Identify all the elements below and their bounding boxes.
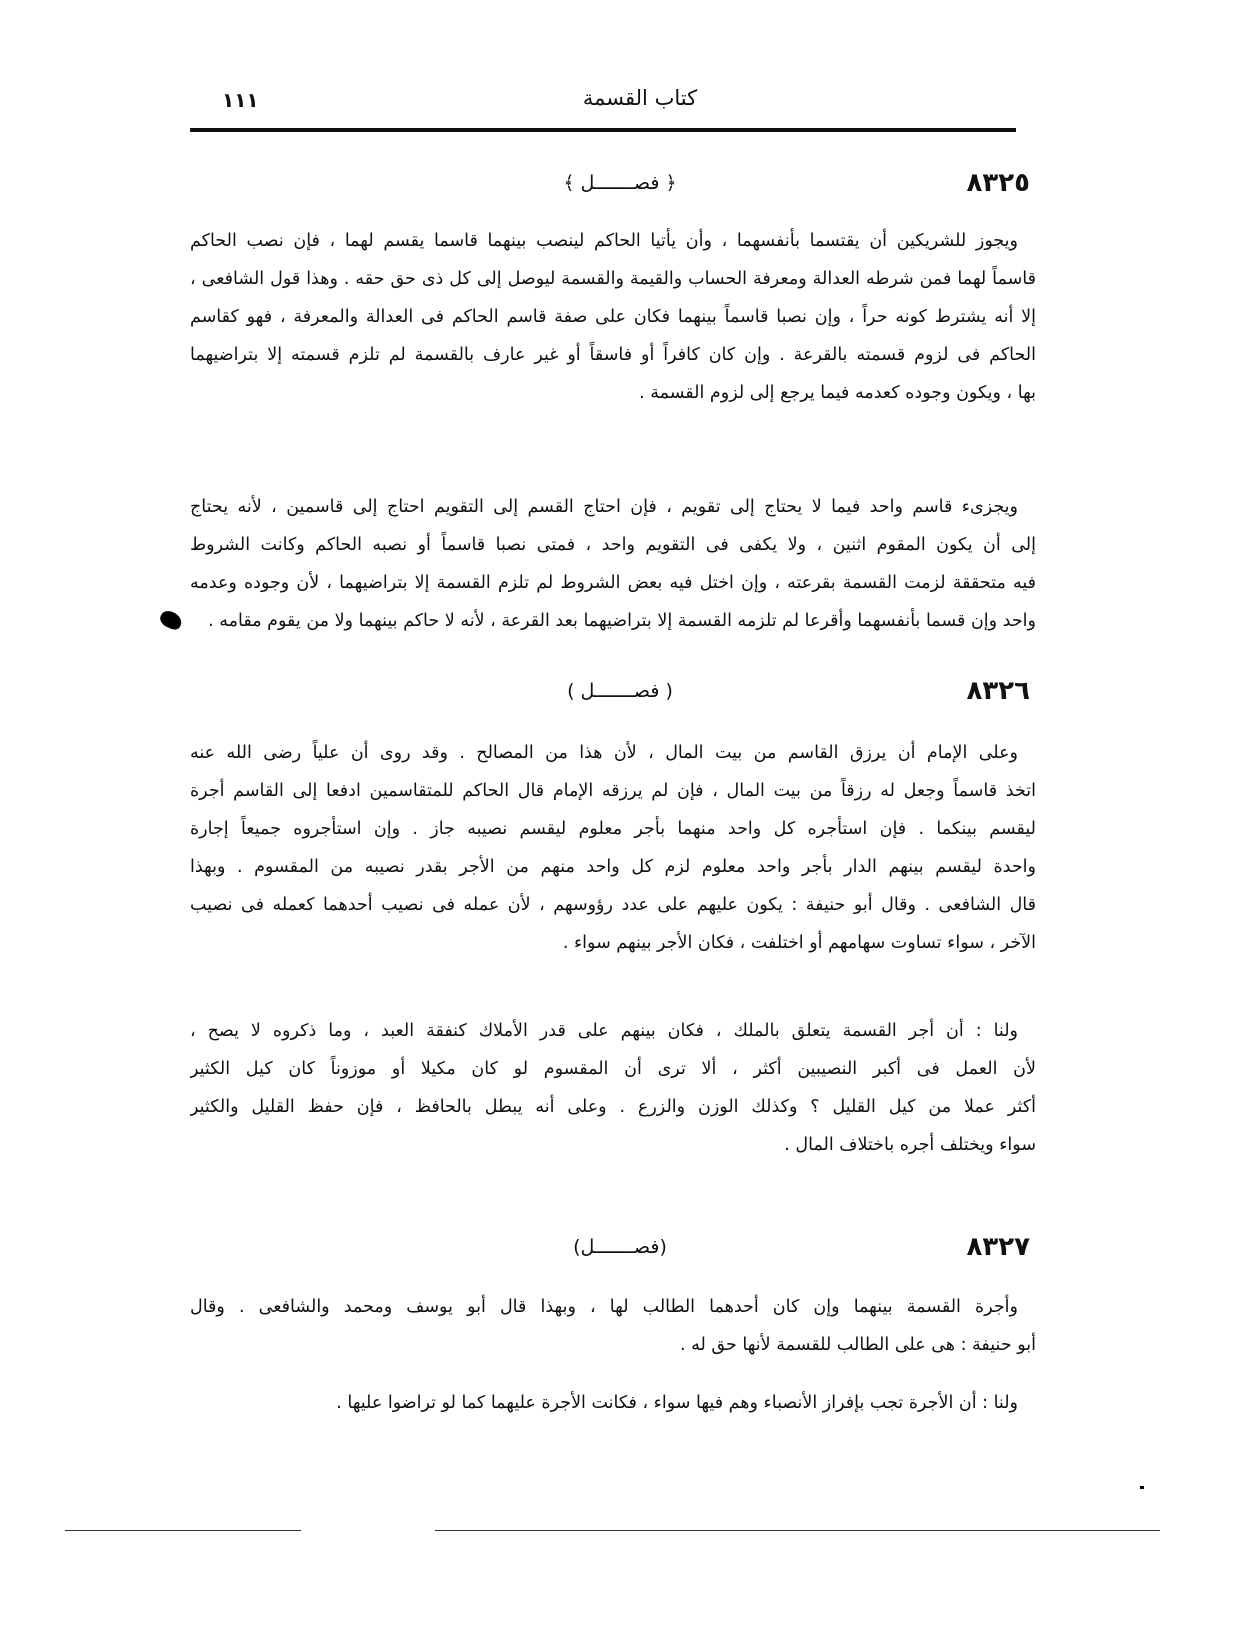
text-line: أكثر عملا من كيل القليل ؟ وكذلك الوزن والزرع . وعلى أنه يبطل بالحافظ ، فإن حفظ القليل والكثير [190, 1097, 1036, 1117]
text-line: بها ، ويكون وجوده كعدمه فيما يرجع إلى لزوم القسمة . [639, 383, 1036, 403]
page-number: ١١١ [222, 88, 259, 112]
paragraph [190, 734, 1036, 962]
text-line: قاسماً لهما فمن شرطه العدالة ومعرفة الحساب والقيمة والقسمة ليوصل إلى كل ذى حق حقه . وهذا قول الشافعى ، [190, 269, 1036, 289]
text-line: سواء ويختلف أجره باختلاف المال . [784, 1135, 1036, 1155]
footnote-rule-left [65, 1530, 301, 1531]
section-number: ٨٣٢٥ [966, 168, 1030, 198]
text-line: واحدة ليقسم بينهم الدار بأجر واحد معلوم لزم كل واحد منهم من الأجر بقدر نصيبه من المقسوم . وبهذا [190, 857, 1036, 877]
section-heading: ( فصـــــــل ) [567, 680, 673, 702]
paragraph [190, 222, 1036, 412]
ink-dot [1140, 1486, 1144, 1489]
text-line: إلا أنه يشترط كونه حراً ، وإن نصبا قاسماً بينهما فكان على صفة قاسم الحاكم فى العدالة والمعرفة ، فهو كقاسم [190, 307, 1036, 327]
text-line: ولنا : أن الأجرة تجب بإفراز الأنصباء وهم فيها سواء ، فكانت الأجرة عليهما كما لو تراضوا عليها . [336, 1393, 1018, 1413]
text-line: ولنا : أن أجر القسمة يتعلق بالملك ، فكان بينهم على قدر الأملاك كنفقة العبد ، وما ذكروه لا يصح ، [190, 1021, 1018, 1041]
text-line: ويجزىء قاسم واحد فيما لا يحتاج إلى تقويم ، فإن احتاج القسم إلى التقويم احتاج إلى قاسمين ، لأنه يحتاج [190, 497, 1018, 517]
text-line: إلى أن يكون المقوم اثنين ، ولا يكفى فى التقويم واحد ، فمتى نصبا قاسماً أو نصبه الحاكم وكانت الشروط [190, 535, 1036, 555]
text-line: فيه متحققة لزمت القسمة بقرعته ، وإن اختل فيه بعض الشروط لم تلزم القسمة إلا بتراضيهما ، لأن وجوده وعدمه [190, 573, 1036, 593]
text-line: اتخذ قاسماً وجعل له رزقاً من بيت المال ، فإن لم يرزقه الإمام قال الحاكم للمتقاسمين ادفعا إلى القاسم أجرة [190, 781, 1036, 801]
text-line: لأن العمل فى أكبر النصيبين أكثر ، ألا ترى أن المقسوم لو كان مكيلا أو موزوناً كان كيل الكثير [190, 1059, 1036, 1079]
paragraph [190, 1288, 1036, 1364]
text-line: وعلى الإمام أن يرزق القاسم من بيت المال ، لأن هذا من المصالح . وقد روى أن علياً رضى الله عنه [190, 743, 1018, 763]
text-line: وأجرة القسمة بينهما وإن كان أحدهما الطالب لها ، وبهذا قال أبو يوسف ومحمد والشافعى . وقال [190, 1297, 1018, 1317]
section-number: ٨٣٢٦ [966, 676, 1030, 706]
text-line: أبو حنيفة : هى على الطالب للقسمة لأنها حق له . [680, 1335, 1036, 1355]
text-line: الحاكم فى لزوم قسمته بالقرعة . وإن كان كافراً أو فاسقاً أو غير عارف بالقسمة لم تلزم قسمته إلا بتراضيهما [190, 345, 1036, 365]
running-header-title: كتاب القسمة [582, 86, 698, 110]
paragraph [190, 488, 1036, 640]
section-number: ٨٣٢٧ [966, 1232, 1030, 1262]
paragraph [190, 1384, 1036, 1422]
header-rule [190, 128, 1016, 132]
paragraph [190, 1012, 1036, 1164]
text-line: ليقسم بينكما . فإن استأجره كل واحد منهما بأجر معلوم ليقسم نصيبه جاز . وإن استأجروه جميعاً إجارة [190, 819, 1036, 839]
text-line: ويجوز للشريكين أن يقتسما بأنفسهما ، وأن يأتيا الحاكم لينصب بينهما قاسما يقسم لهما ، فإن نصب الحاكم [190, 231, 1018, 251]
ink-blot [158, 608, 185, 632]
text-line: واحد وإن قسما بأنفسهما وأقرعا لم تلزمه القسمة إلا بتراضيهما بعد القرعة ، لأنه لا حاكم بينهما ولا من يقوم مقامه . [208, 611, 1036, 631]
footnote-rule-right [435, 1530, 1160, 1531]
text-line: الآخر ، سواء تساوت سهامهم أو اختلفت ، فكان الأجر بينهم سواء . [562, 933, 1036, 953]
section-heading: ﴿ فصـــــــل ﴾ [563, 172, 677, 194]
text-line: قال الشافعى . وقال أبو حنيفة : يكون عليهم على عدد رؤوسهم ، لأن عمله فى نصيب أحدهما كعمله فى نصيب [190, 895, 1036, 915]
section-heading: (فصـــــــل) [573, 1236, 667, 1258]
